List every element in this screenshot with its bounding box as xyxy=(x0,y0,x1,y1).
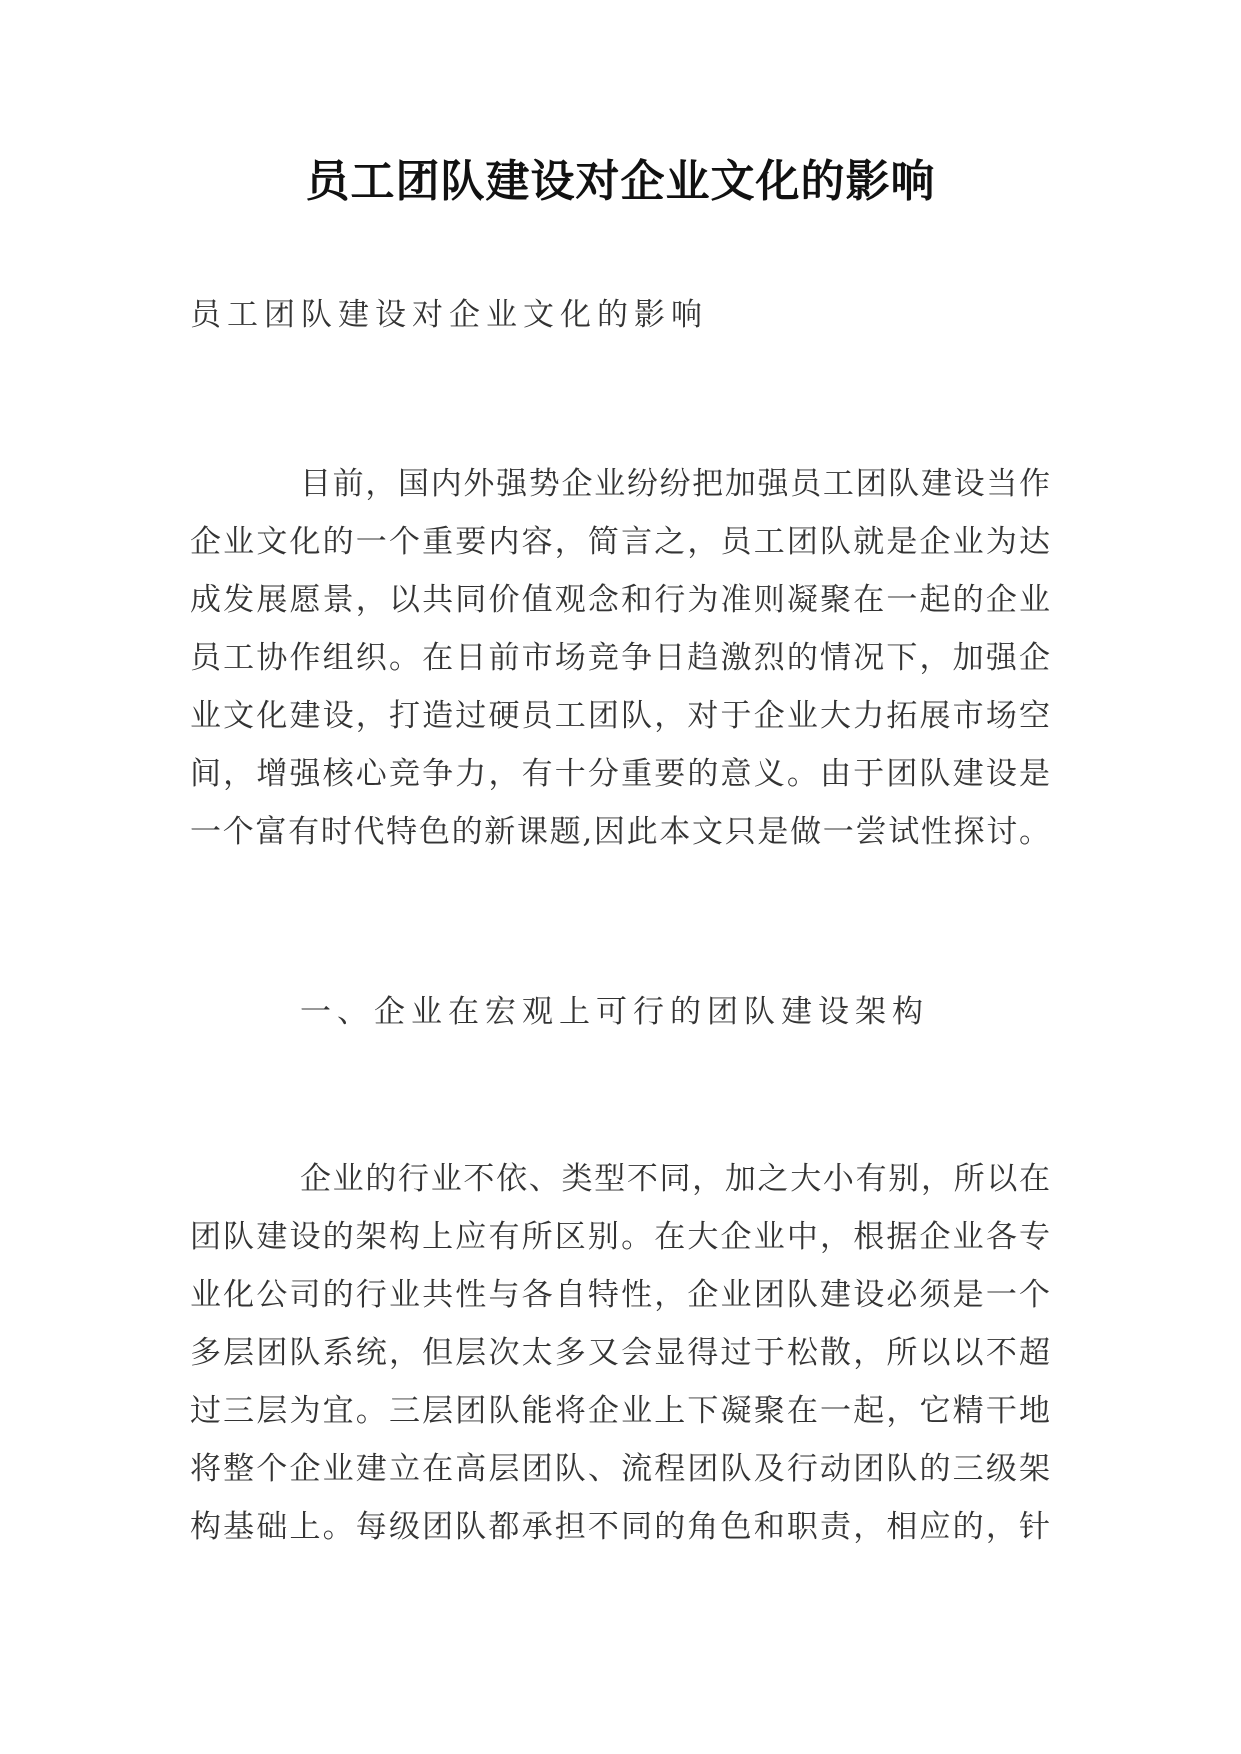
paragraph-line: 一个富有时代特色的新课题,因此本文只是做一尝试性探讨。 xyxy=(190,814,1050,850)
paragraph-line: 业化公司的行业共性与各自特性，企业团队建设必须是一个 xyxy=(190,1277,1050,1313)
paragraph-line: 业文化建设，打造过硬员工团队，对于企业大力拓展市场空 xyxy=(190,698,1050,734)
paragraph-line: 员工协作组织。在日前市场竞争日趋激烈的情况下，加强企 xyxy=(190,640,1050,676)
paragraph-line: 企业文化的一个重要内容，简言之，员工团队就是企业为达 xyxy=(190,524,1050,560)
section-heading: 一、企业在宏观上可行的团队建设架构 xyxy=(300,994,929,1030)
paragraph-line: 构基础上。每级团队都承担不同的角色和职责，相应的，针 xyxy=(190,1509,1050,1545)
paragraph-line: 团队建设的架构上应有所区别。在大企业中，根据企业各专 xyxy=(190,1219,1050,1255)
paragraph-line: 间，增强核心竞争力，有十分重要的意义。由于团队建设是 xyxy=(190,756,1050,792)
paragraph-architecture xyxy=(190,1150,1050,1556)
paragraph-intro xyxy=(190,455,1050,861)
paragraph-line: 过三层为宜。三层团队能将企业上下凝聚在一起，它精干地 xyxy=(190,1393,1050,1429)
paragraph-line: 多层团队系统，但层次太多又会显得过于松散，所以以不超 xyxy=(190,1335,1050,1371)
document-title: 员工团队建设对企业文化的影响 xyxy=(305,156,936,207)
document-subtitle: 员工团队建设对企业文化的影响 xyxy=(190,297,708,333)
paragraph-line: 目前，国内外强势企业纷纷把加强员工团队建设当作 xyxy=(300,466,1050,502)
paragraph-line: 成发展愿景，以共同价值观念和行为准则凝聚在一起的企业 xyxy=(190,582,1050,618)
paragraph-line: 企业的行业不依、类型不同，加之大小有别，所以在 xyxy=(300,1161,1050,1197)
paragraph-line: 将整个企业建立在高层团队、流程团队及行动团队的三级架 xyxy=(190,1451,1050,1487)
